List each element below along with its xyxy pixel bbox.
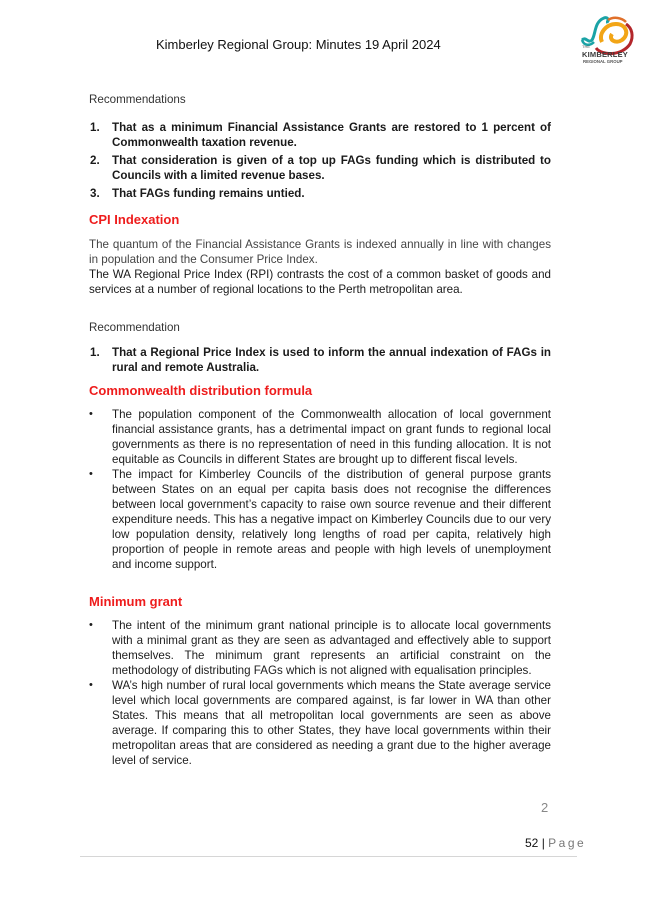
- item-number: 1.: [90, 346, 100, 359]
- inner-page-number: 2: [541, 800, 549, 815]
- bullet-item: • WA’s high number of rural local governments which means the State average service level which local governments are compared against, is far lower in WA than other States. This means that all metropolitan local governments are seen as above average. If comparing this to other States, they have local governments within their metropolitan areas that are considered as needing a grant due to the higher average level of service.: [89, 678, 551, 768]
- page-separator: |: [541, 836, 545, 850]
- bullet-item: • The population component of the Commonwealth allocation of local government financial assistance grants, has a detrimental impact on grant funds to regional local governments as there is no representation of need in this funding allocation. It is not equitable as Councils in different States are brought up to different fiscal levels.: [89, 407, 551, 467]
- page-footer: [525, 836, 586, 850]
- document-header-title: Kimberley Regional Group: Minutes 19 April 2024: [156, 37, 441, 52]
- cpi-recommendation-heading: Recommendation: [89, 321, 180, 334]
- recommendation-item: [89, 120, 551, 150]
- page-number: 52: [525, 836, 539, 850]
- recommendation-item: [89, 345, 551, 375]
- minimum-grant-heading: Minimum grant: [89, 594, 183, 609]
- item-number: 3.: [90, 187, 100, 200]
- footer-divider: [80, 856, 577, 857]
- recommendation-item: [89, 153, 551, 183]
- logo-text-kimberley: KIMBERLEY: [582, 50, 628, 59]
- cpi-paragraph-2: The WA Regional Price Index (RPI) contrasts the cost of a common basket of goods and services at a number of regional locations to the Perth metropolitan area.: [89, 268, 551, 296]
- recommendations-list: [89, 120, 551, 201]
- recommendations-heading: Recommendations: [89, 93, 186, 106]
- formula-heading: Commonwealth distribution formula: [89, 383, 313, 398]
- cpi-recommendation-list: [89, 345, 551, 375]
- item-number: 1.: [90, 121, 100, 134]
- page-label: Page: [548, 836, 587, 850]
- item-text: That a Regional Price Index is used to inform the annual indexation of FAGs in rural and remote Australia.: [112, 346, 551, 374]
- item-text: That FAGs funding remains untied.: [112, 187, 305, 200]
- logo-text-the: THE: [582, 44, 590, 49]
- document-body: [89, 92, 551, 768]
- recommendation-item: [89, 186, 551, 201]
- cpi-paragraph-1: The quantum of the Financial Assistance Grants is indexed annually in line with changes in population and the Consumer Price Index.: [89, 238, 551, 266]
- cpi-heading: CPI Indexation: [89, 212, 180, 227]
- minimum-grant-bullets: [89, 618, 551, 768]
- item-text: That as a minimum Financial Assistance Grants are restored to 1 percent of Commonwealth taxation revenue.: [112, 121, 551, 149]
- bullet-item: • The impact for Kimberley Councils of the distribution of general purpose grants between States on an equal per capita basis does not recognise the differences between local government’s capacity to raise own source revenue and their different expenditure needs. This has a negative impact on Kimberley Councils due to our very low population density, relatively long lengths of road per capita, relatively high proportion of people in remote areas and people with high levels of unemployment and income support.: [89, 467, 551, 572]
- logo-text-regional-group: REGIONAL GROUP: [583, 59, 623, 64]
- bullet-item: • The intent of the minimum grant national principle is to allocate local governments with a minimal grant as they are seen as advantaged and effectively able to support themselves. The minimum grant represents an artificial constraint on the methodology of distributing FAGs which is not aligned with equalisation principles.: [89, 618, 551, 678]
- item-number: 2.: [90, 154, 100, 167]
- formula-bullets: [89, 407, 551, 572]
- item-text: That consideration is given of a top up FAGs funding which is distributed to Councils with a limited revenue bases.: [112, 154, 551, 182]
